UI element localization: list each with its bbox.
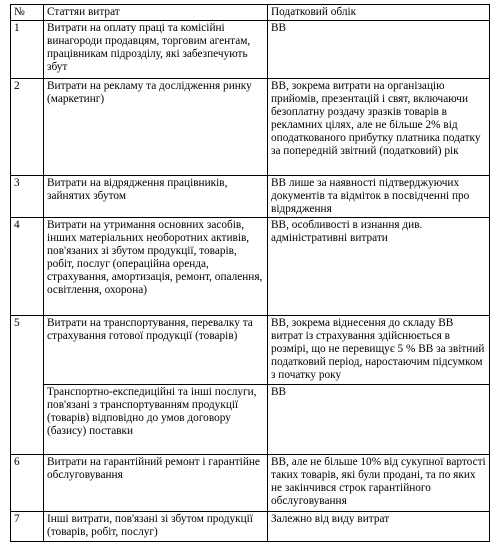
row-number: 5 — [11, 316, 44, 455]
table-header-row — [11, 5, 490, 21]
expense-item: Інші витрати, пов'язані зі збутом продукції (товарів, робіт, послуг) — [44, 512, 268, 542]
expense-item: Витрати на транспортування, перевалку та страхування готової продукції (товарів) — [44, 316, 268, 385]
table-row — [11, 385, 490, 455]
expense-item: Витрати на утримання основних засобів, інших матеріальних необоротних активів, пов'язаних зі збутом продукції, товарів, робіт, послуг (операційна оренда, страхування, амортизація, ремонт, опалення, освітлення, охорона) — [44, 218, 268, 316]
table-row — [11, 218, 490, 316]
expense-item: Транспортно-експедиційні та інші послуги, пов'язані з транспортуванням продукції (товарів) відповідно до умов договору (базису) поставки — [44, 385, 268, 455]
header-expense-item: Статтяи витрат — [44, 5, 268, 21]
row-number: 7 — [11, 512, 44, 542]
table-row — [11, 21, 490, 79]
header-number: № — [11, 5, 44, 21]
tax-treatment: ВВ, зокрема віднесення до складу ВВ витрат із страхування здійснюється в розмірі, що не перевищує 5 % ВВ за звітний податковий період, наростаючим підсумком з початку року — [268, 316, 490, 385]
expense-item: Витрати на рекламу та дослідження ринку (маркетинг) — [44, 79, 268, 176]
table-row — [11, 316, 490, 385]
sales-expenses-table — [10, 4, 490, 542]
row-number: 1 — [11, 21, 44, 79]
expense-item: Витрати на гарантійний ремонт і гарантійне обслуговування — [44, 455, 268, 512]
tax-treatment: ВВ, особливості в изнання див. адміністративні витрати — [268, 218, 490, 316]
tax-treatment: ВВ — [268, 385, 490, 455]
header-tax-accounting: Податковий облік — [268, 5, 490, 21]
table-row — [11, 455, 490, 512]
tax-treatment: ВВ — [268, 21, 490, 79]
tax-treatment: ВВ, але не більше 10% від сукупної вартості таких товарів, які були продані, та по яких не закінчився строк гарантійного обслуговування — [268, 455, 490, 512]
table-row — [11, 176, 490, 218]
expense-item: Витрати на оплату праці та комісійні винагороди продавцям, торговим агентам, працівникам підрозділу, які забезпечують збут — [44, 21, 268, 79]
row-number: 6 — [11, 455, 44, 512]
row-number: 2 — [11, 79, 44, 176]
row-number: 4 — [11, 218, 44, 316]
tax-treatment: Залежно від виду витрат — [268, 512, 490, 542]
expense-item: Витрати на відрядження працівників, зайнятих збутом — [44, 176, 268, 218]
tax-treatment: ВВ, зокрема витрати на організацію прийомів, презентацій і свят, включаючи безоплатну роздачу зразків товарів в рекламних цілях, але не більше 2% від оподаткованого прибутку платника податку за попередній звітний (податковий) рік — [268, 79, 490, 176]
row-number: 3 — [11, 176, 44, 218]
table-row — [11, 79, 490, 176]
tax-treatment: ВВ лише за наявності підтверджуючих документів та відміток в посвідченні про відрядження — [268, 176, 490, 218]
table-row — [11, 512, 490, 542]
